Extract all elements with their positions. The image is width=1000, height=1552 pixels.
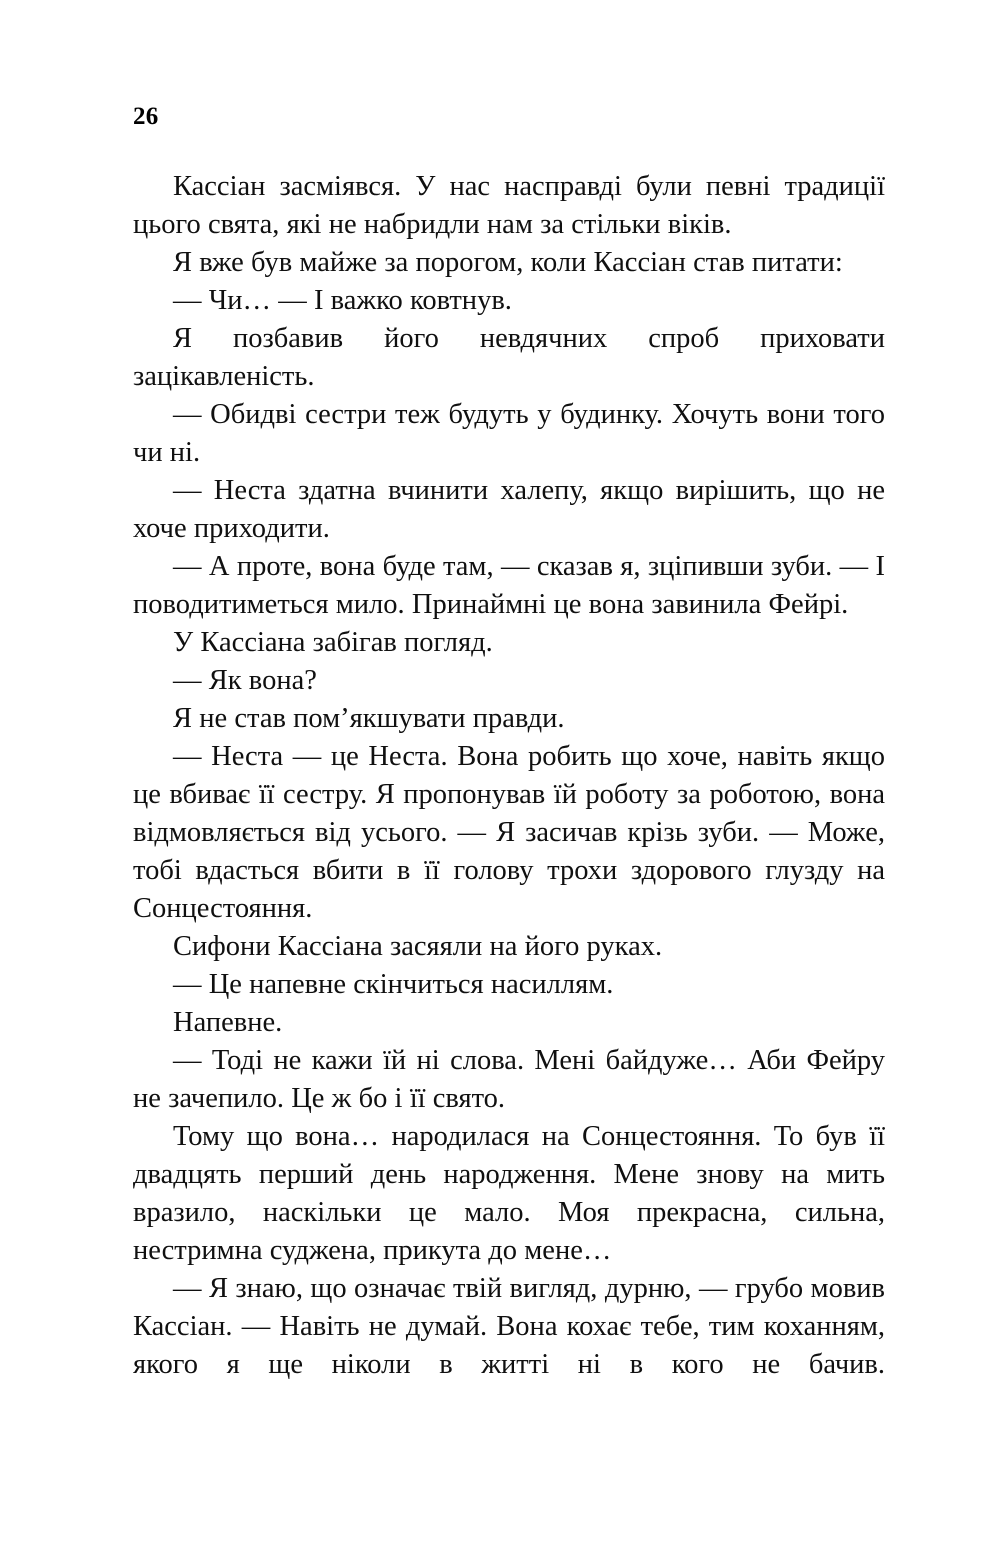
paragraph: Я вже був майже за порогом, коли Кассіан став питати: — [173, 247, 843, 278]
paragraph: — Тоді не кажи їй ні слова. Мені байдуже… Аби Фейру не зачепило. Це ж бо і її свято. — [133, 1045, 885, 1114]
paragraph: — Неста — це Неста. Вона робить що хоче, навіть якщо це вбиває її сестру. Я пропонував їй роботу за роботою, вона відмовляється від усього. — Я засичав крізь зуби. — Може, тобі вдасться вбити в її голову трохи здорового глузду на Сонцестояння. — [133, 741, 885, 924]
paragraph: — А проте, вона буде там, — сказав я, зціпивши зуби. — І поводитиметься мило. Принаймні це вона завинила Фейрі. — [133, 551, 885, 620]
paragraph: — Обидві сестри теж будуть у будинку. Хочуть вони того чи ні. — [133, 399, 885, 468]
paragraph: У Кассіана забігав погляд. — [173, 627, 493, 658]
paragraph: Тому що вона… народилася на Сонцестояння. То був її двадцять перший день народження. Мене знову на мить вразило, наскільки це мало. Моя прекрасна, сильна, нестримна суджена, прикута до мене… — [133, 1121, 885, 1266]
body-text-block — [133, 168, 885, 1384]
paragraph: Я не став пом’якшувати правди. — [173, 703, 565, 734]
paragraph: — Це напевне скінчиться насиллям. — [173, 969, 614, 1000]
paragraph: Напевне. — [173, 1007, 283, 1038]
paragraph: — Я знаю, що означає твій вигляд, дурню, — грубо мовив Кассіан. — Навіть не думай. Вона кохає тебе, тим коханням, якого я ще ніколи в житті ні в кого не бачив. — [133, 1273, 885, 1380]
paragraph: — Чи… — І важко ковтнув. — [173, 285, 512, 316]
paragraph: Кассіан засміявся. У нас насправді були певні традиції цього свята, які не набридли нам за стільки віків. — [133, 171, 885, 240]
page-number: 26 — [133, 103, 159, 130]
paragraph: Я позбавив його невдячних спроб приховати зацікавленість. — [133, 323, 885, 392]
paragraph: Сифони Кассіана засяяли на його руках. — [173, 931, 663, 962]
paragraph: — Неста здатна вчинити халепу, якщо вирішить, що не хоче приходити. — [133, 475, 885, 544]
paragraph: — Як вона? — [173, 665, 317, 696]
